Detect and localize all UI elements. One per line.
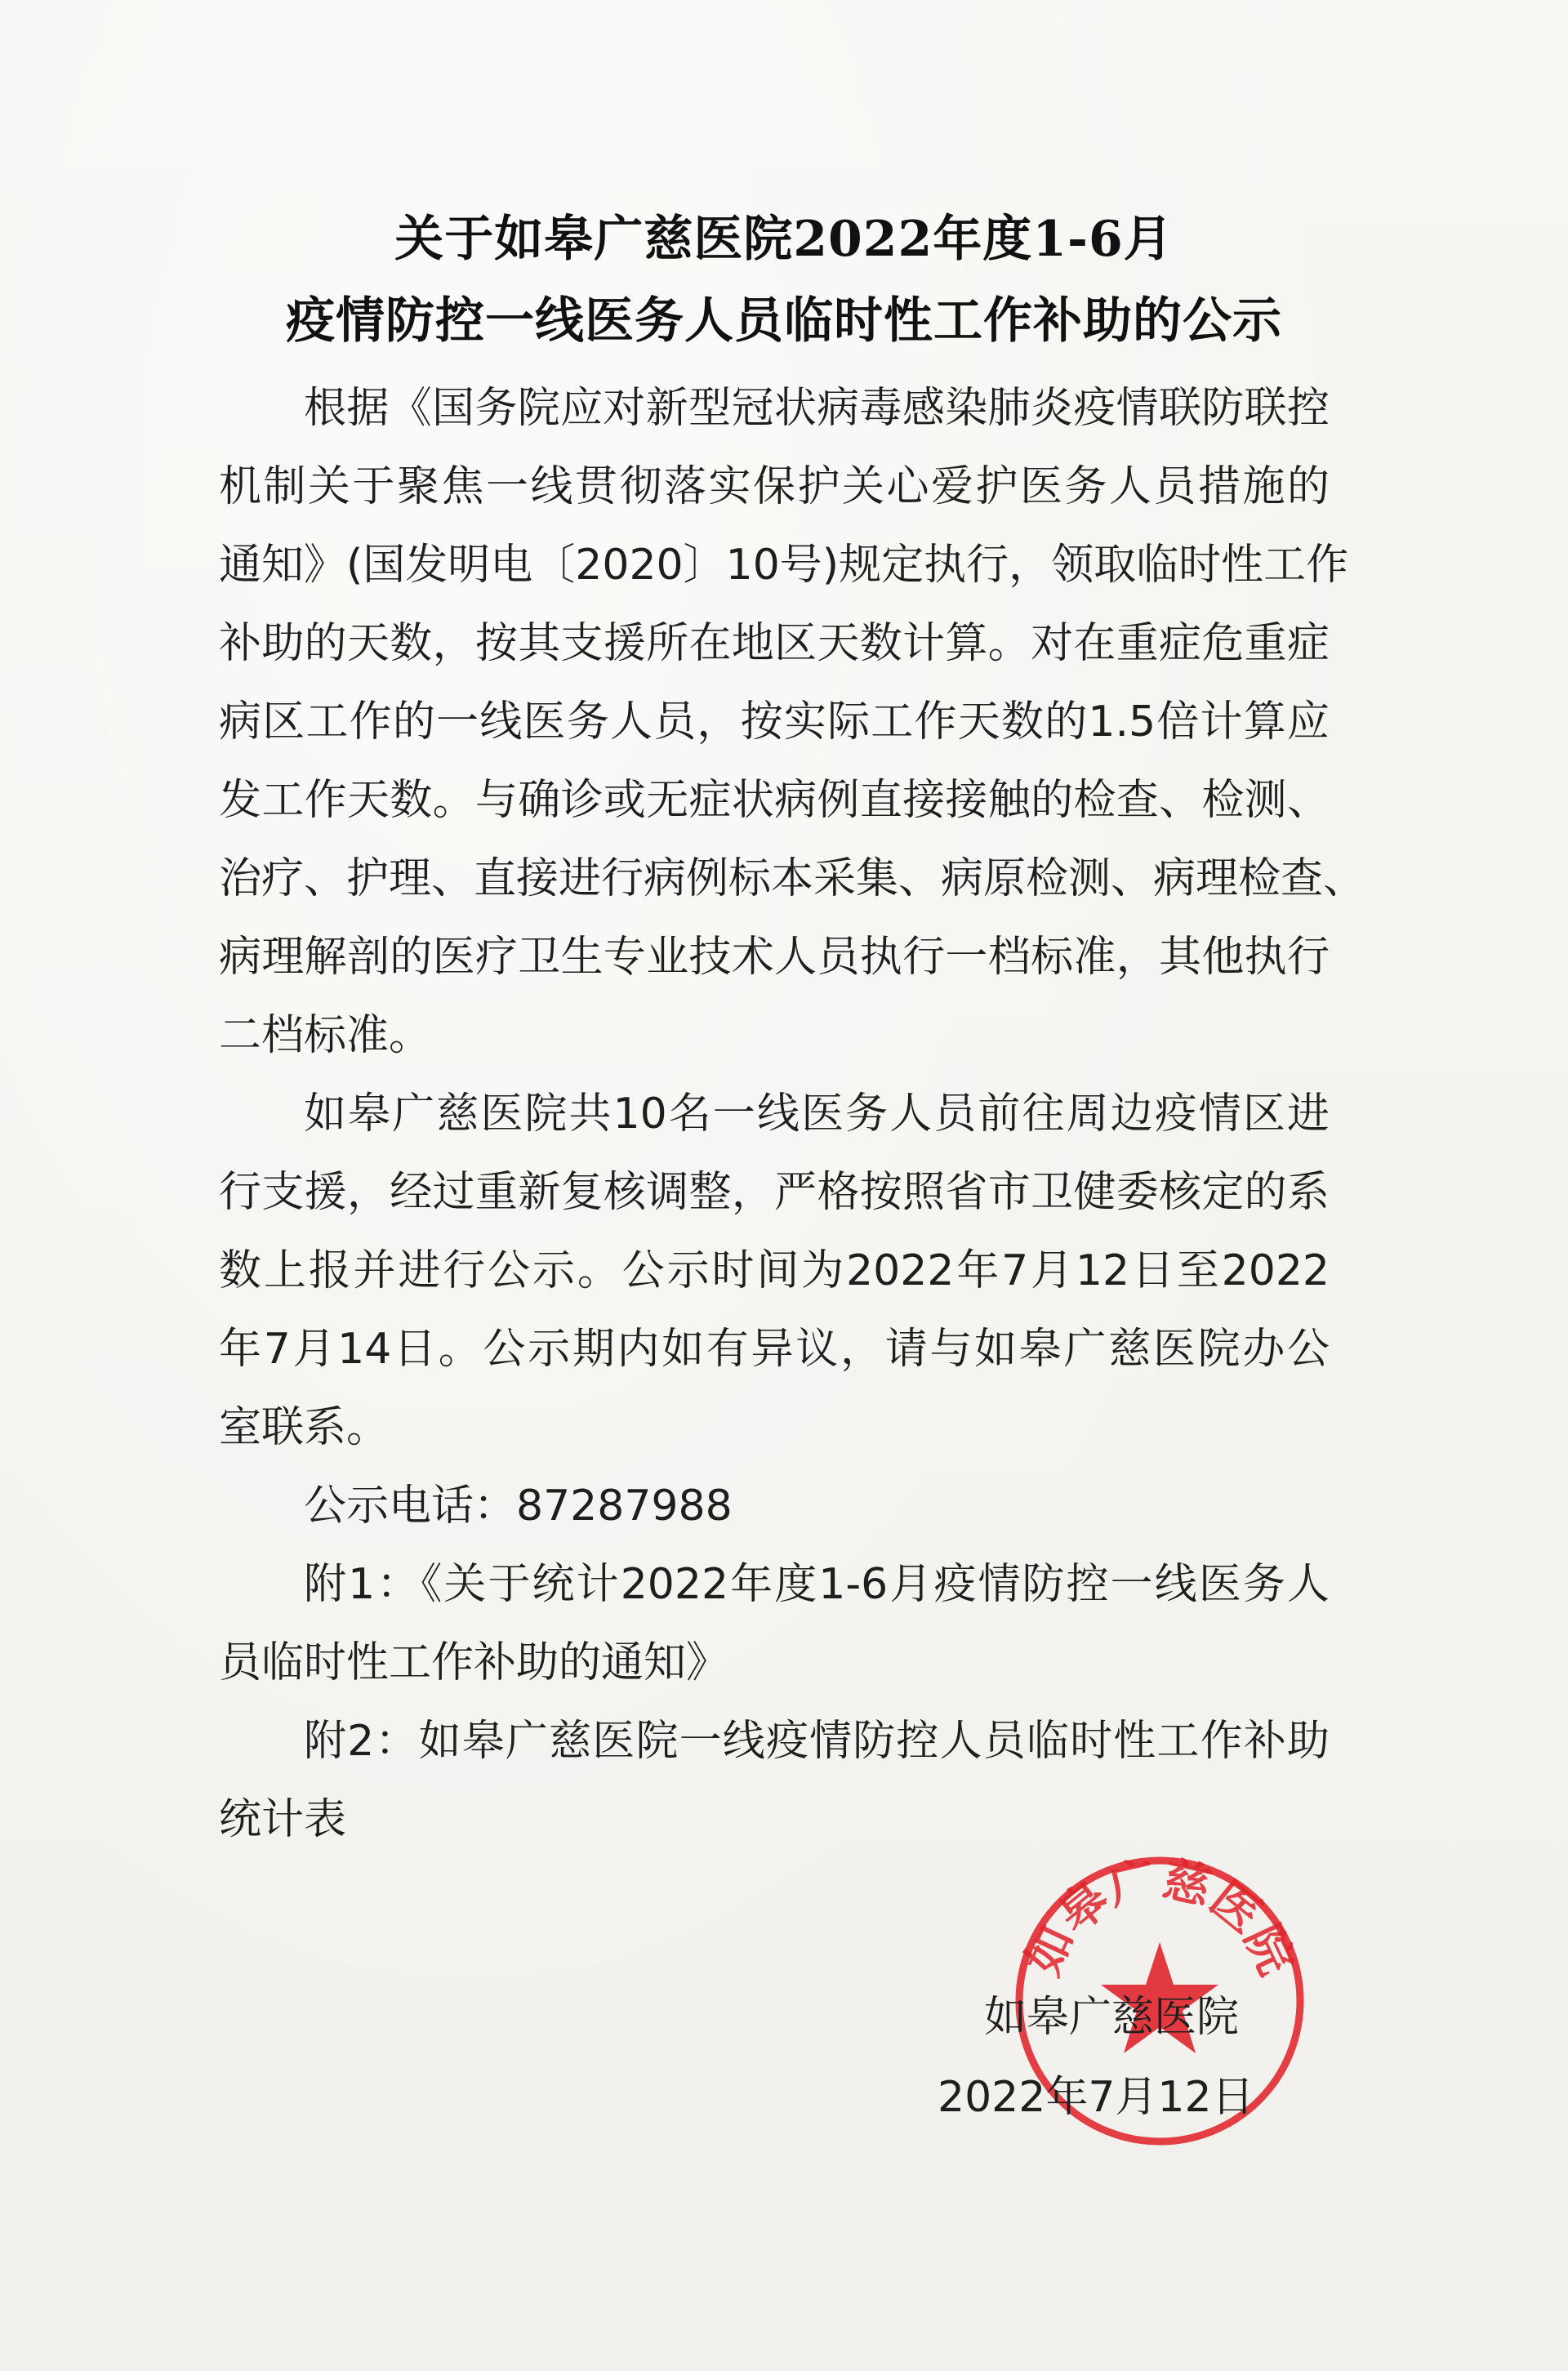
contact-phone: 公示电话：87287988 [304,1482,733,1531]
paragraph-1-line: 根据《国务院应对新型冠状病毒感染肺炎疫情联防联控 [304,384,1330,433]
paragraph-1-line: 通知》(国发明电〔2020〕10号)规定执行，领取临时性工作 [219,541,1349,590]
paragraph-2-line: 年7月14日。公示期内如有异议，请与如皋广慈医院办公 [219,1325,1330,1374]
paragraph-1-line: 补助的天数，按其支援所在地区天数计算。对在重症危重症 [219,619,1330,668]
seal-text: 如皋广慈医院 [1014,1851,1305,1984]
paragraph-2-line: 行支援，经过重新复核调整，严格按照省市卫健委核定的系 [219,1168,1330,1217]
paragraph-1-line: 机制关于聚焦一线贯彻落实保护关心爱护医务人员措施的 [219,462,1330,511]
attachment-2-line: 附2：如皋广慈医院一线疫情防控人员临时性工作补助 [304,1717,1330,1766]
paragraph-1-line: 发工作天数。与确诊或无症状病例直接接触的检查、检测、 [219,776,1330,825]
paragraph-1-line: 病理解剖的医疗卫生专业技术人员执行一档标准，其他执行 [219,933,1330,982]
issuer-organization: 如皋广慈医院 [984,1993,1240,2042]
attachment-1-line: 附1：《关于统计2022年度1-6月疫情防控一线医务人 [304,1560,1330,1609]
document-title-line-1: 关于如皋广慈医院2022年度1-6月 [394,211,1174,268]
paragraph-1-line: 病区工作的一线医务人员，按实际工作天数的1.5倍计算应 [219,697,1330,747]
paragraph-1-line: 二档标准。 [219,1011,432,1060]
paragraph-2-line: 数上报并进行公示。公示时间为2022年7月12日至2022 [219,1246,1330,1295]
paragraph-2-line: 如皋广慈医院共10名一线医务人员前往周边疫情区进 [304,1090,1330,1139]
document-title-line-2: 疫情防控一线医务人员临时性工作补助的公示 [286,292,1282,350]
paragraph-2-line: 室联系。 [219,1403,390,1452]
paragraph-1-line: 治疗、护理、直接进行病例标本采集、病原检测、病理检查、 [219,854,1366,903]
issue-date: 2022年7月12日 [938,2073,1254,2122]
attachment-2-line: 统计表 [219,1795,347,1844]
attachment-1-line: 员临时性工作补助的通知》 [219,1638,729,1687]
